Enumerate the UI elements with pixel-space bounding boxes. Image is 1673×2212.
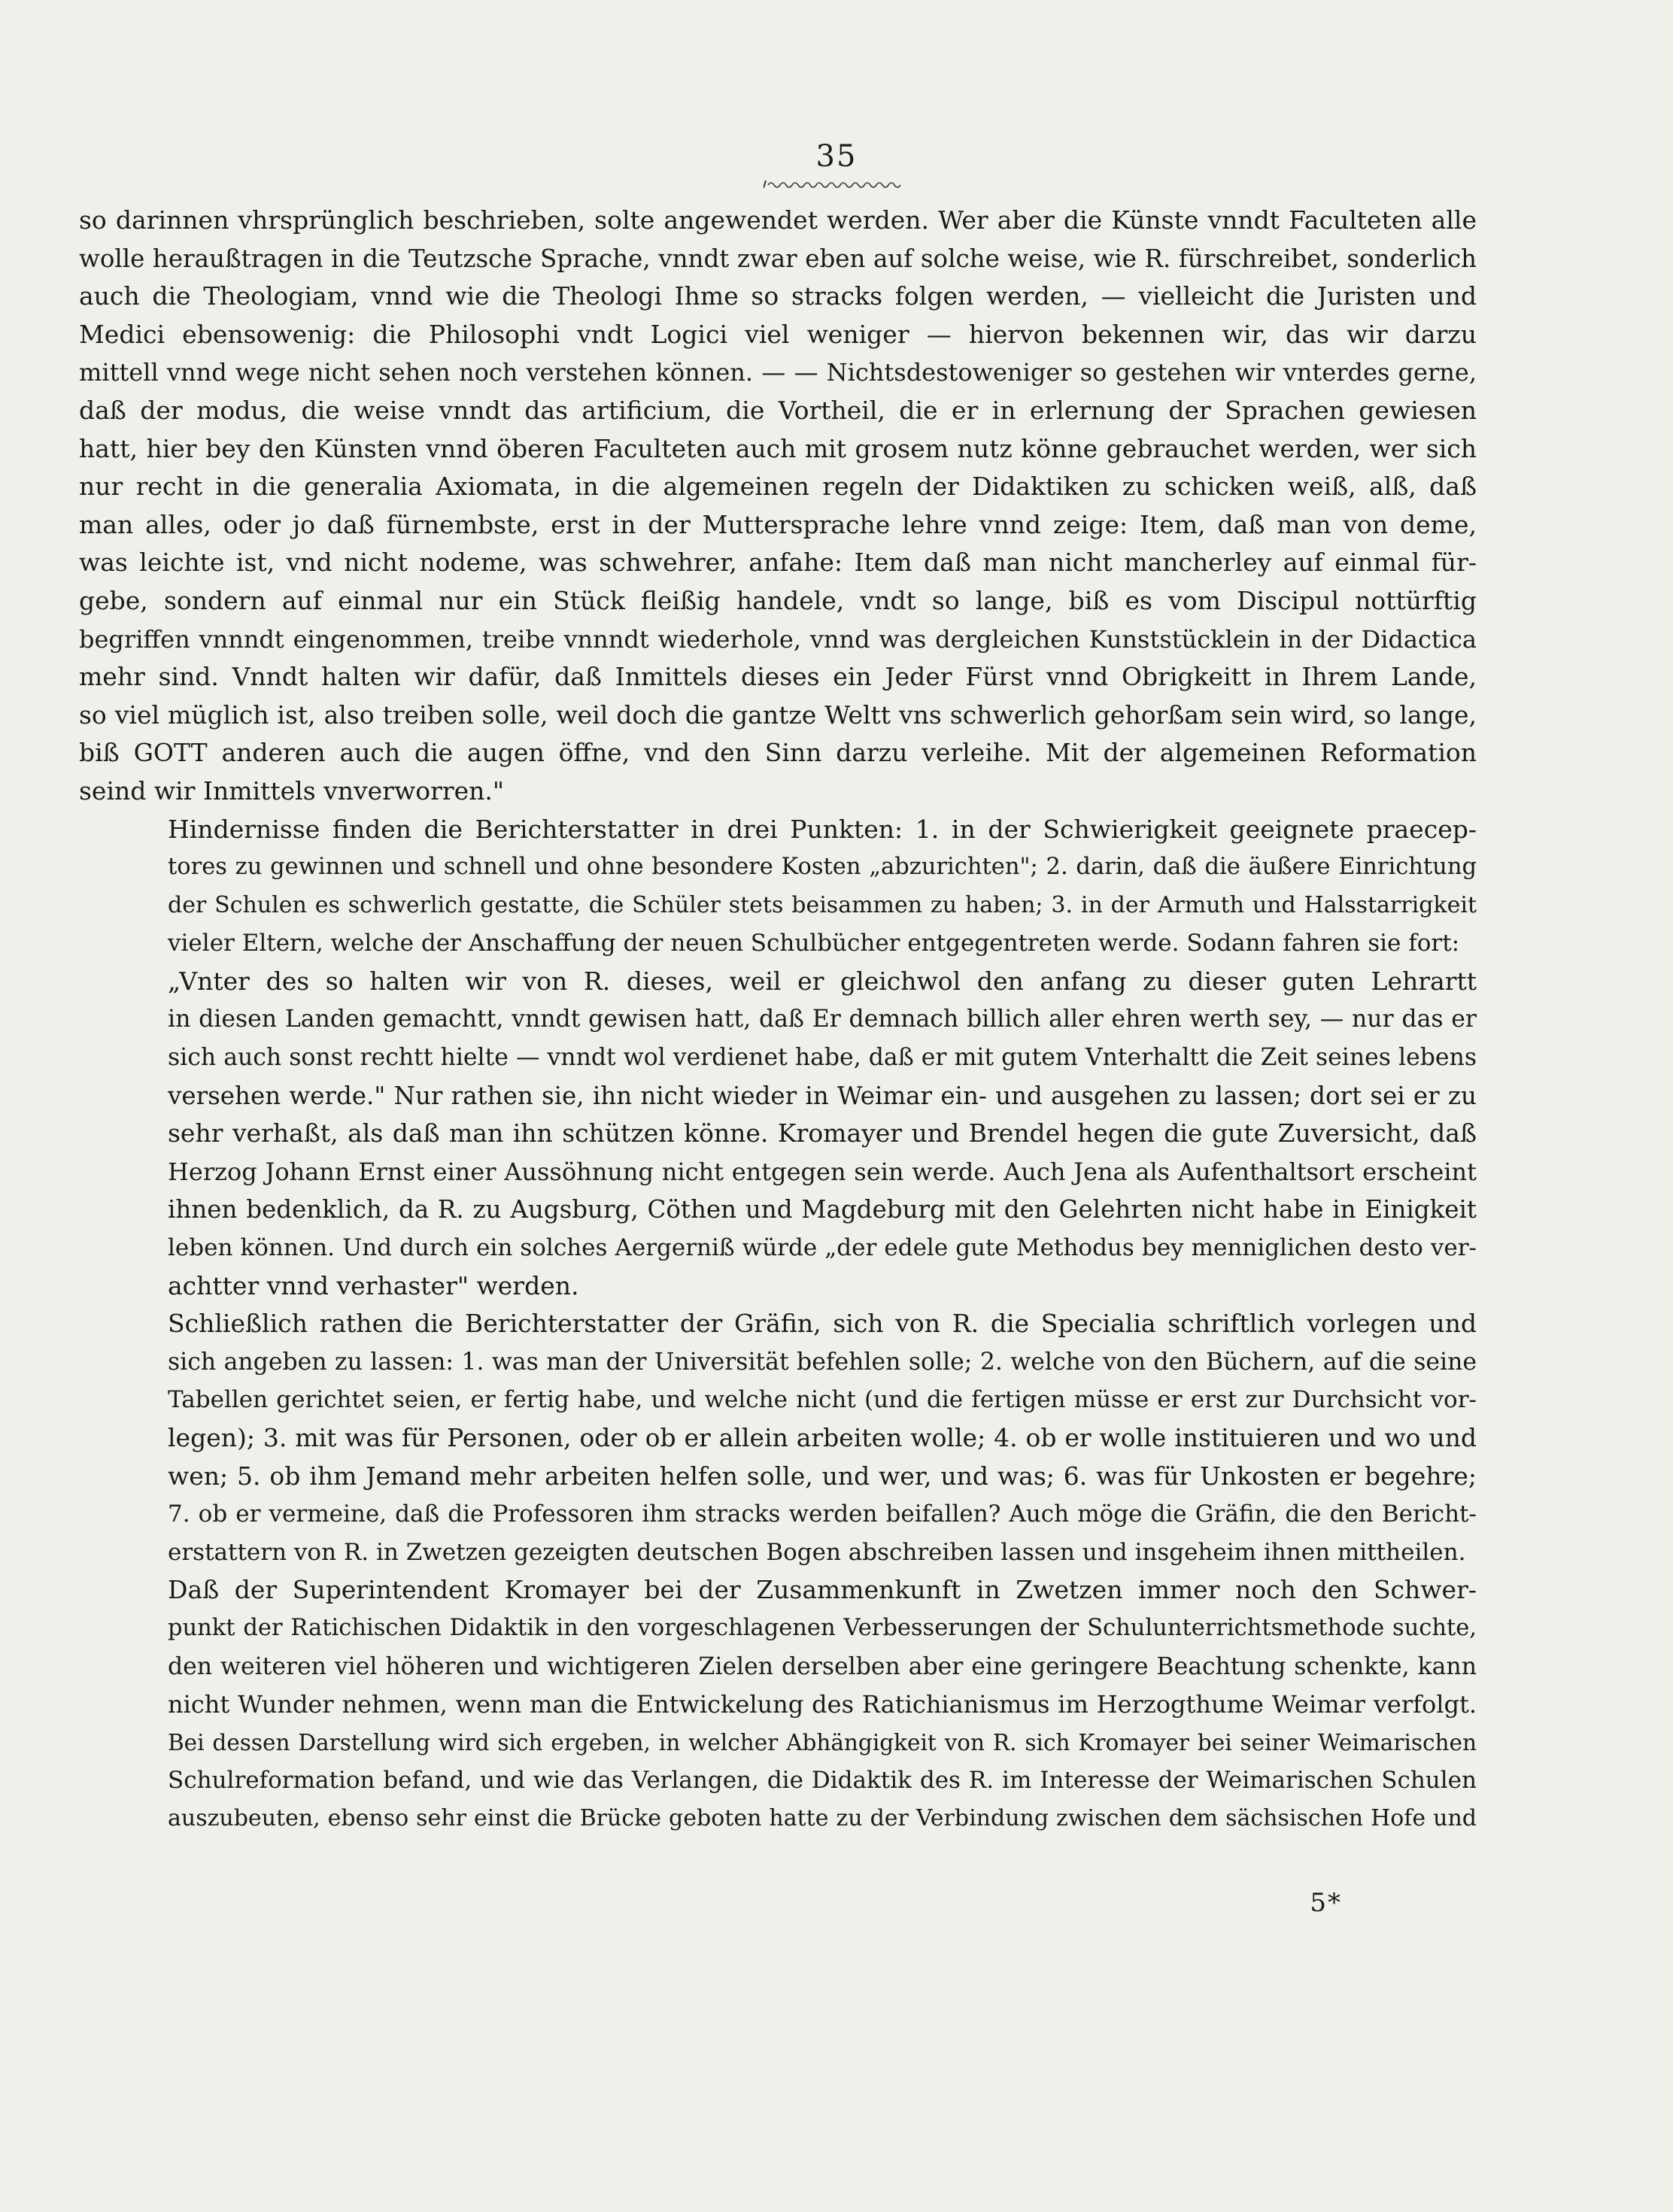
body-text bbox=[79, 202, 1477, 1838]
text-line: erstattern von R. in Zwetzen gezeigten deutschen Bogen abschreiben lassen und insgeheim ihnen mittheilen. bbox=[168, 1538, 1466, 1566]
text-line: Bei dessen Darstellung wird sich ergeben, in welcher Abhängigkeit von R. sich Kromayer bei seiner Weimarischen bbox=[168, 1729, 1477, 1755]
text-line: hatt, hier bey den Künsten vnnd öberen Faculteten auch mit grosem nutz könne gebrauchet werden, wer sich bbox=[79, 433, 1477, 463]
text-line: wen; 5. ob ihm Jemand mehr arbeiten helfen solle, und wer, und was; 6. was für Unkosten er begehre; bbox=[168, 1461, 1477, 1491]
text-line: daß der modus, die weise vnndt das artificium, die Vortheil, die er in erlernung der Sprachen gewiesen bbox=[79, 395, 1477, 425]
page-number: 35 bbox=[815, 139, 858, 174]
text-line: nicht Wunder nehmen, wenn man die Entwickelung des Ratichianismus im Herzogthume Weimar verfolgt. bbox=[168, 1690, 1477, 1719]
page-header bbox=[0, 139, 1673, 174]
text-line: Tabellen gerichtet seien, er fertig habe, und welche nicht (und die fertigen müsse er erst zur Durchsicht vor- bbox=[168, 1386, 1477, 1414]
text-line: wolle heraußtragen in die Teutzsche Sprache, vnndt zwar eben auf solche weise, wie R. fürschreibet, sonderlich bbox=[79, 244, 1477, 273]
text-line: gebe, sondern auf einmal nur ein Stück fleißig handele, vndt so lange, biß es vom Discipul nottürftig bbox=[79, 585, 1477, 615]
text-line: begriffen vnnndt eingenommen, treibe vnnndt wiederhole, vnnd was dergleichen Kunststücklein in der Didactica bbox=[79, 624, 1477, 654]
text-line: auch die Theologiam, vnnd wie die Theologi Ihme so stracks folgen werden, — vielleicht die Juristen und bbox=[79, 281, 1477, 311]
text-line: sehr verhaßt, als daß man ihn schützen könne. Kromayer und Brendel hegen die gute Zuversicht, daß bbox=[168, 1118, 1477, 1148]
text-line: mehr sind. Vnndt halten wir dafür, daß Inmittels dieses ein Jeder Fürst vnnd Obrigkeitt in Ihrem Lande, bbox=[79, 662, 1477, 692]
text-line: tores zu gewinnen und schnell und ohne besondere Kosten „abzurichten"; 2. darin, daß die äußere Einrichtung bbox=[168, 854, 1477, 881]
text-line: vieler Eltern, welche der Anschaffung der neuen Schulbücher entgegentreten werde. Sodann fahren sie fort: bbox=[168, 930, 1460, 957]
text-line: sich angeben zu lassen: 1. was man der Universität befehlen solle; 2. welche von den Büchern, auf die seine bbox=[168, 1348, 1477, 1376]
signature-mark: 5* bbox=[1310, 1888, 1342, 1918]
text-line: mittell vnnd wege nicht sehen noch verstehen können. — — Nichtsdestoweniger so gestehen wir vnterdes gerne, bbox=[79, 358, 1477, 387]
paragraph bbox=[79, 1305, 1477, 1571]
paragraph bbox=[79, 1571, 1477, 1837]
text-line: seind wir Inmittels vnverworren." bbox=[79, 775, 505, 806]
header-ornament bbox=[764, 178, 903, 191]
text-line: „Vnter des so halten wir von R. dieses, weil er gleichwol den anfang zu dieser guten Lehrartt bbox=[168, 966, 1477, 996]
paragraph bbox=[79, 811, 1477, 963]
text-line: ihnen bedenklich, da R. zu Augsburg, Cöthen und Magdeburg mit den Gelehrten nicht habe in Einigkeit bbox=[168, 1195, 1477, 1224]
text-line: Herzog Johann Ernst einer Aussöhnung nicht entgegen sein werde. Auch Jena als Aufenthaltsort erscheint bbox=[168, 1157, 1477, 1186]
text-line: so viel müglich ist, also treiben solle, weil doch die gantze Weltt vns schwerlich gehorßam sein wird, so lange, bbox=[79, 699, 1477, 730]
text-line: Schließlich rathen die Berichterstatter der Gräfin, sich von R. die Specialia schriftlich vorlegen und bbox=[168, 1309, 1477, 1339]
text-line: leben können. Und durch ein solches Aergerniß würde „der edele gute Methodus bey menniglichen desto ver- bbox=[168, 1234, 1477, 1262]
text-line: den weiteren viel höheren und wichtigeren Zielen derselben aber eine geringere Beachtung schenkte, kann bbox=[168, 1652, 1477, 1680]
text-line: man alles, oder jo daß fürnembste, erst in der Muttersprache lehre vnnd zeige: Item, daß man von deme, bbox=[79, 509, 1477, 539]
text-line: biß GOTT anderen auch die augen öffne, vnd den Sinn darzu verleihe. Mit der algemeinen Reformation bbox=[79, 738, 1477, 768]
text-line: nur recht in die generalia Axiomata, in die algemeinen regeln der Didaktiken zu schicken weiß, alß, daß bbox=[79, 472, 1477, 502]
text-line: versehen werde." Nur rathen sie, ihn nicht wieder in Weimar ein- und ausgehen zu lassen; dort sei er zu bbox=[168, 1081, 1477, 1110]
text-line: Schulreformation befand, und wie das Verlangen, die Didaktik des R. im Interesse der Weimarischen Schulen bbox=[168, 1767, 1477, 1795]
text-line: in diesen Landen gemachtt, vnndt gewisen hatt, daß Er demnach billich aller ehren werth sey, — nur das er bbox=[168, 1006, 1477, 1033]
text-line: Hindernisse finden die Berichterstatter in drei Punkten: 1. in der Schwierigkeit geeignete praecep- bbox=[168, 814, 1477, 844]
text-line: was leichte ist, vnd nicht nodeme, was schwehrer, anfahe: Item daß man nicht mancherley auf einmal für- bbox=[79, 548, 1477, 578]
text-line: auszubeuten, ebenso sehr einst die Brücke geboten hatte zu der Verbindung zwischen dem sächsischen Hofe und bbox=[168, 1804, 1477, 1831]
text-line: punkt der Ratichischen Didaktik in den vorgeschlagenen Verbesserungen der Schulunterrichtsmethode suchte, bbox=[168, 1614, 1477, 1641]
text-line: Daß der Superintendent Kromayer bei der Zusammenkunft in Zwetzen immer noch den Schwer- bbox=[168, 1575, 1477, 1605]
text-line: 7. ob er vermeine, daß die Professoren ihm stracks werden beifallen? Auch möge die Gräfin, die den Bericht- bbox=[168, 1500, 1477, 1528]
text-line: legen); 3. mit was für Personen, oder ob er allein arbeiten wolle; 4. ob er wolle instituieren und wo und bbox=[168, 1423, 1477, 1452]
text-line: so darinnen vhrsprünglich beschrieben, solte angewendet werden. Wer aber die Künste vnndt Faculteten alle bbox=[79, 205, 1477, 235]
text-line: Medici ebensowenig: die Philosophi vndt Logici viel weniger — hiervon bekennen wir, das wir darzu bbox=[79, 319, 1477, 349]
paragraph bbox=[79, 963, 1477, 1305]
text-line: der Schulen es schwerlich gestatte, die Schüler stets beisammen zu haben; 3. in der Armuth und Halsstarrigkeit bbox=[168, 891, 1477, 918]
text-line: achtter vnnd verhaster" werden. bbox=[168, 1270, 579, 1300]
paragraph bbox=[79, 202, 1477, 811]
text-line: sich auch sonst rechtt hielte — vnndt wol verdienet habe, daß er mit gutem Vnterhaltt die Zeit seines lebens bbox=[168, 1044, 1477, 1072]
